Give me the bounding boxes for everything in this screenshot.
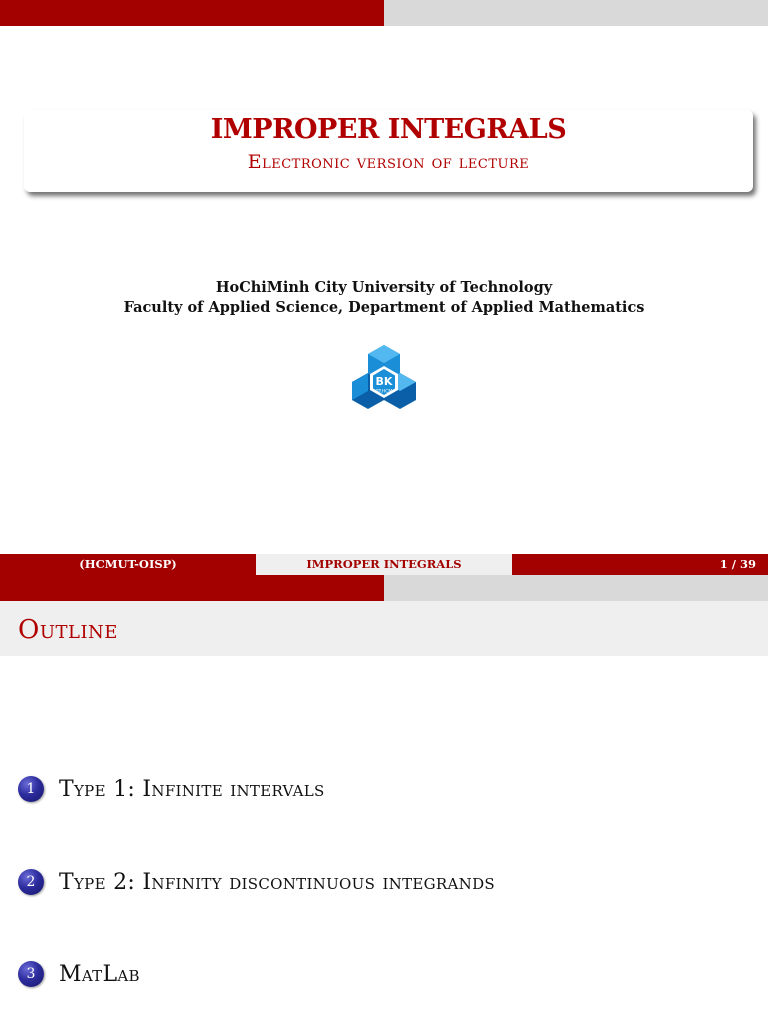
progress-bar — [0, 0, 768, 26]
frame-title: Outline — [18, 615, 118, 645]
footer-institute: (HCMUT-OISP) — [0, 554, 256, 575]
toc-number-ball: 3 — [18, 961, 44, 987]
toc-label: Type 1: Infinite intervals — [59, 776, 325, 802]
toc-number-ball: 1 — [18, 776, 44, 802]
university-logo — [350, 343, 418, 415]
toc-item[interactable] — [18, 867, 495, 897]
presentation-subtitle: Electronic version of lecture — [247, 151, 530, 173]
toc-number-ball: 2 — [18, 869, 44, 895]
toc-label: MatLab — [59, 961, 140, 987]
outline-slide — [0, 575, 768, 1024]
footer-page-number: 1 / 39 — [512, 554, 768, 575]
progress-bar — [0, 575, 768, 601]
slide-footer — [0, 554, 768, 575]
toc-item[interactable] — [18, 959, 140, 989]
logo-text-main: BK — [375, 375, 393, 388]
institution-name: HoChiMinh City University of Technology — [215, 279, 553, 296]
progress-fill — [0, 575, 384, 601]
department-name: Faculty of Applied Science, Department of Applied Mathematics — [123, 299, 645, 316]
progress-fill — [0, 0, 384, 26]
presentation-title: IMPROPER INTEGRALS — [210, 114, 567, 145]
logo-text-sub: TP.HCM — [375, 389, 393, 395]
title-box — [24, 110, 753, 192]
footer-title: IMPROPER INTEGRALS — [256, 554, 512, 575]
toc-item[interactable] — [18, 774, 325, 804]
toc-label: Type 2: Infinity discontinuous integrands — [59, 869, 495, 895]
